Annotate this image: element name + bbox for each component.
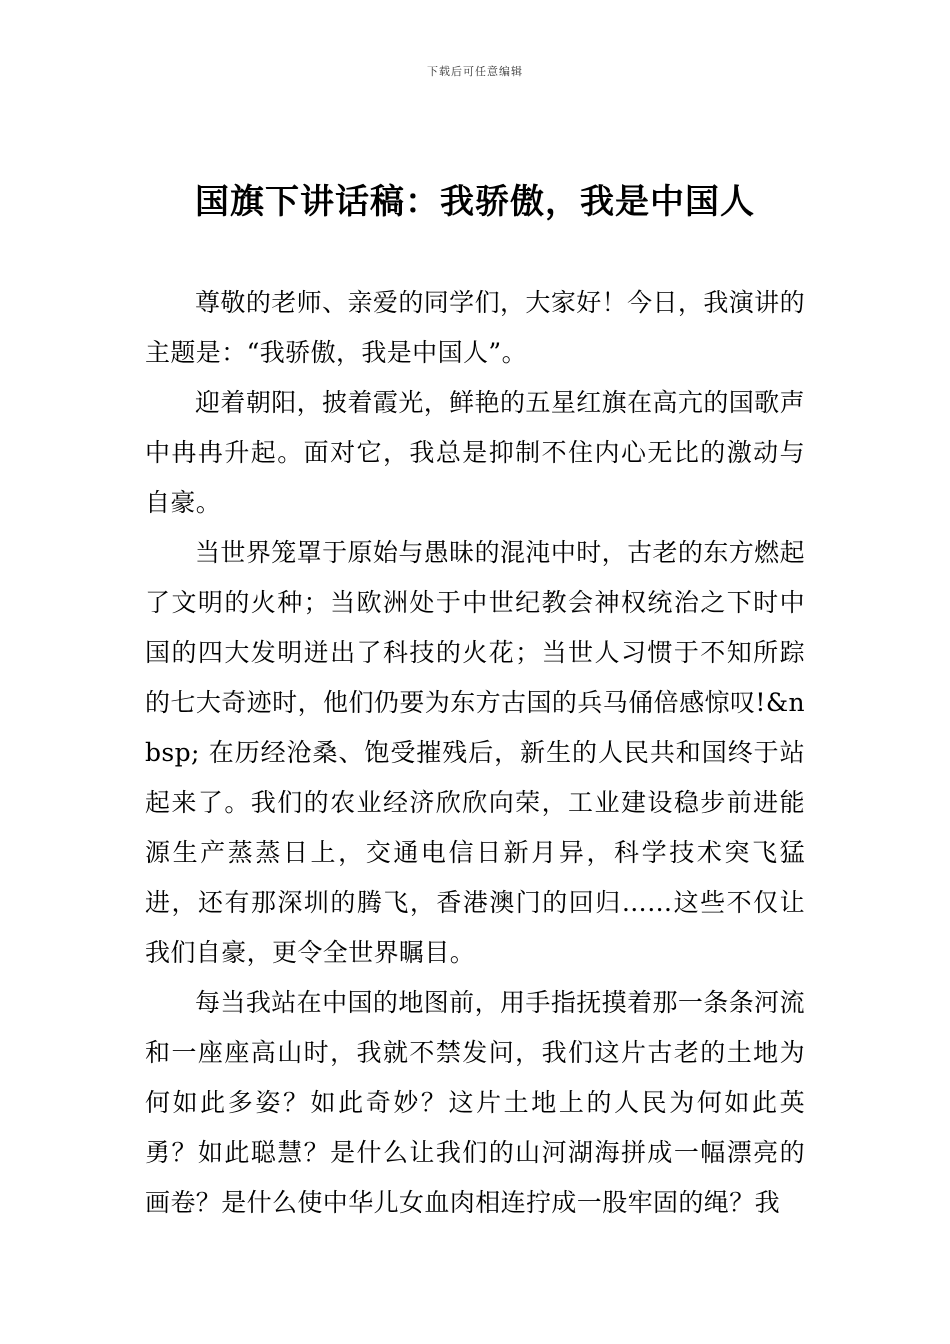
- paragraph-map: 每当我站在中国的地图前，用手指抚摸着那一条条河流和一座座高山时，我就不禁发问，我们这片古老的土地为何如此多姿？如此奇妙？这片土地上的人民为何如此英勇？如此聪慧？是什么让我们的山河湖海拼成一幅漂亮的画卷？是什么使中华儿女血肉相连拧成一股牢固的绳？我: [145, 988, 805, 1217]
- document-body: [145, 278, 805, 1228]
- paragraph-flag-raising: 迎着朝阳，披着霞光，鲜艳的五星红旗在高亢的国歌声中冉冉升起。面对它，我总是抑制不住内心无比的激动与自豪。: [145, 388, 805, 517]
- paragraph-greeting: 尊敬的老师、亲爱的同学们，大家好！今日，我演讲的主题是：“我骄傲，我是中国人”。: [145, 288, 805, 367]
- header-note: 下载后可任意编辑: [427, 65, 523, 78]
- document-title: 国旗下讲话稿：我骄傲，我是中国人: [195, 182, 755, 222]
- paragraph-history: 当世界笼罩于原始与愚昧的混沌中时，古老的东方燃起了文明的火种；当欧洲处于中世纪教会神权统治之下时中国的四大发明迸出了科技的火花；当世人习惯于不知所踪的七大奇迹时，他们仍要为东方古国的兵马俑倍感惊叹!&nbsp; 在历经沧桑、饱受摧残后，新生的人民共和国终于站起来了。我们的农业经济欣欣向荣，工业建设稳步前进能源生产蒸蒸日上，交通电信日新月异，科学技术突飞猛进，还有那深圳的腾飞，香港澳门的回归……这些不仅让我们自豪，更令全世界瞩目。: [145, 538, 805, 967]
